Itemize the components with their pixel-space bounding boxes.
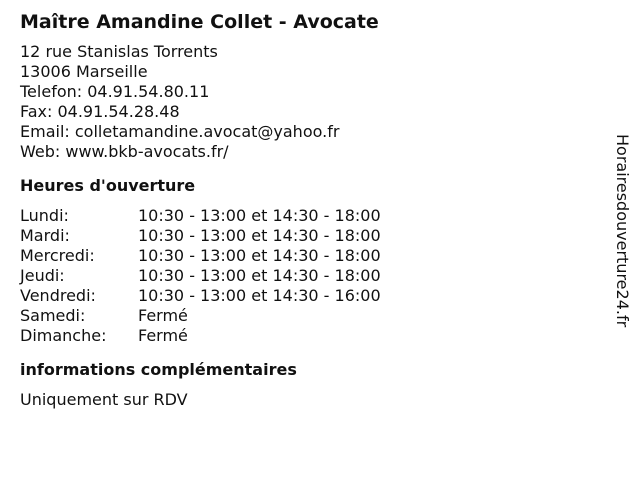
- address-city: 13006 Marseille: [20, 62, 148, 81]
- time-value: 10:30 - 13:00 et 14:30 - 18:00: [138, 226, 381, 245]
- day-label: Vendredi:: [20, 286, 96, 305]
- day-label: Lundi:: [20, 206, 69, 225]
- day-label: Samedi:: [20, 306, 86, 325]
- info-text: Uniquement sur RDV: [20, 390, 188, 409]
- fax-line: Fax: 04.91.54.28.48: [20, 102, 180, 121]
- hours-row: [20, 306, 580, 326]
- email-line: Email: colletamandine.avocat@yahoo.fr: [20, 122, 340, 141]
- hours-heading: Heures d'ouverture: [20, 176, 196, 195]
- business-title: Maître Amandine Collet - Avocate: [20, 11, 379, 33]
- time-value: 10:30 - 13:00 et 14:30 - 18:00: [138, 266, 381, 285]
- day-label: Mercredi:: [20, 246, 95, 265]
- business-card: [20, 10, 580, 410]
- day-label: Mardi:: [20, 226, 70, 245]
- hours-row: [20, 326, 580, 346]
- site-watermark: Horairesdouverture24.fr: [613, 134, 632, 328]
- time-value: 10:30 - 13:00 et 14:30 - 18:00: [138, 206, 381, 225]
- hours-row: [20, 286, 580, 306]
- hours-row: [20, 246, 580, 266]
- day-label: Dimanche:: [20, 326, 107, 345]
- hours-row: [20, 226, 580, 246]
- hours-table: [20, 206, 580, 346]
- info-heading: informations complémentaires: [20, 360, 297, 379]
- time-value: 10:30 - 13:00 et 14:30 - 16:00: [138, 286, 381, 305]
- time-value: 10:30 - 13:00 et 14:30 - 18:00: [138, 246, 381, 265]
- hours-row: [20, 206, 580, 226]
- time-value: Fermé: [138, 306, 188, 325]
- hours-row: [20, 266, 580, 286]
- day-label: Jeudi:: [20, 266, 65, 285]
- time-value: Fermé: [138, 326, 188, 345]
- web-line: Web: www.bkb-avocats.fr/: [20, 142, 229, 161]
- address-street: 12 rue Stanislas Torrents: [20, 42, 218, 61]
- phone-line: Telefon: 04.91.54.80.11: [20, 82, 210, 101]
